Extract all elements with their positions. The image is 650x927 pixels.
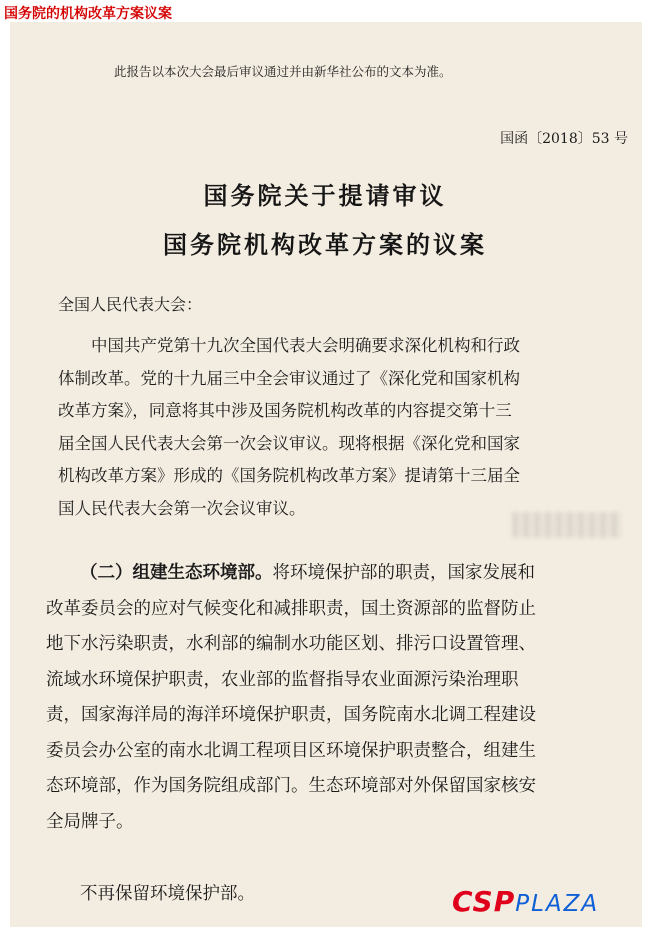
paragraph-line: 改革方案》，同意将其中涉及国务院机构改革的内容提交第十三 [58,401,512,420]
doc-number: 国函〔2018〕53 号 [500,131,628,147]
blurred-mark [512,512,622,538]
paragraph-1 [58,330,630,525]
header-label: 国务院的机构改革方案议案 [4,6,172,22]
paragraph-line: 责，国家海洋局的海洋环境保护职责，国务院南水北调工程建设 [46,705,536,725]
paragraph-line: 届全国人民代表大会第一次会议审议。现将根据《深化党和国家 [58,433,520,453]
paragraph-line: 委员会办公室的南水北调工程项目区环境保护职责整合，组建生 [46,740,536,761]
logo-part-plaza: PLAZA [515,891,600,917]
paragraph-line: 改革委员会的应对气候变化和减排职责，国土资源部的监督防止 [46,598,536,619]
csp-plaza-logo [452,886,599,922]
document-title-line-2: 国务院机构改革方案的议案 [163,230,487,259]
section-heading: （二）组建生态环境部。 [80,563,273,583]
paragraph-text: 将环境保护部的职责，国家发展和 [272,563,535,583]
paragraph-line: 流域水环境保护职责，农业部的监督指导农业面源污染治理职 [46,669,519,690]
paragraph-line: 态环境部，作为国务院组成部门。生态环境部对外保留国家核安 [46,776,536,796]
logo-part-csp: CSP [452,885,516,918]
paragraph-line: 国人民代表大会第一次会议审议。 [58,498,306,518]
salutation: 全国人民代表大会： [58,295,203,314]
document-title-line-1: 国务院关于提请审议 [203,181,447,210]
paragraph-line: 全局牌子。 [46,811,134,832]
paragraph-line: 地下水污染职责，水利部的编制水功能区划、排污口设置管理、 [46,634,536,654]
paragraph-2 [46,556,636,840]
paragraph-line [46,556,636,592]
paragraph-line: 中国共产党第十九次全国代表大会明确要求深化机构和行政 [91,336,520,355]
paragraph-line: 体制改革。党的十九届三中全会审议通过了《深化党和国家机构 [58,368,520,388]
top-note: 此报告以本次大会最后审议通过并由新华社公布的文本为准。 [114,64,452,79]
paragraph-3: 不再保留环境保护部。 [80,884,255,904]
paragraph-line: 机构改革方案》形成的《国务院机构改革方案》提请第十三届全 [58,466,520,485]
